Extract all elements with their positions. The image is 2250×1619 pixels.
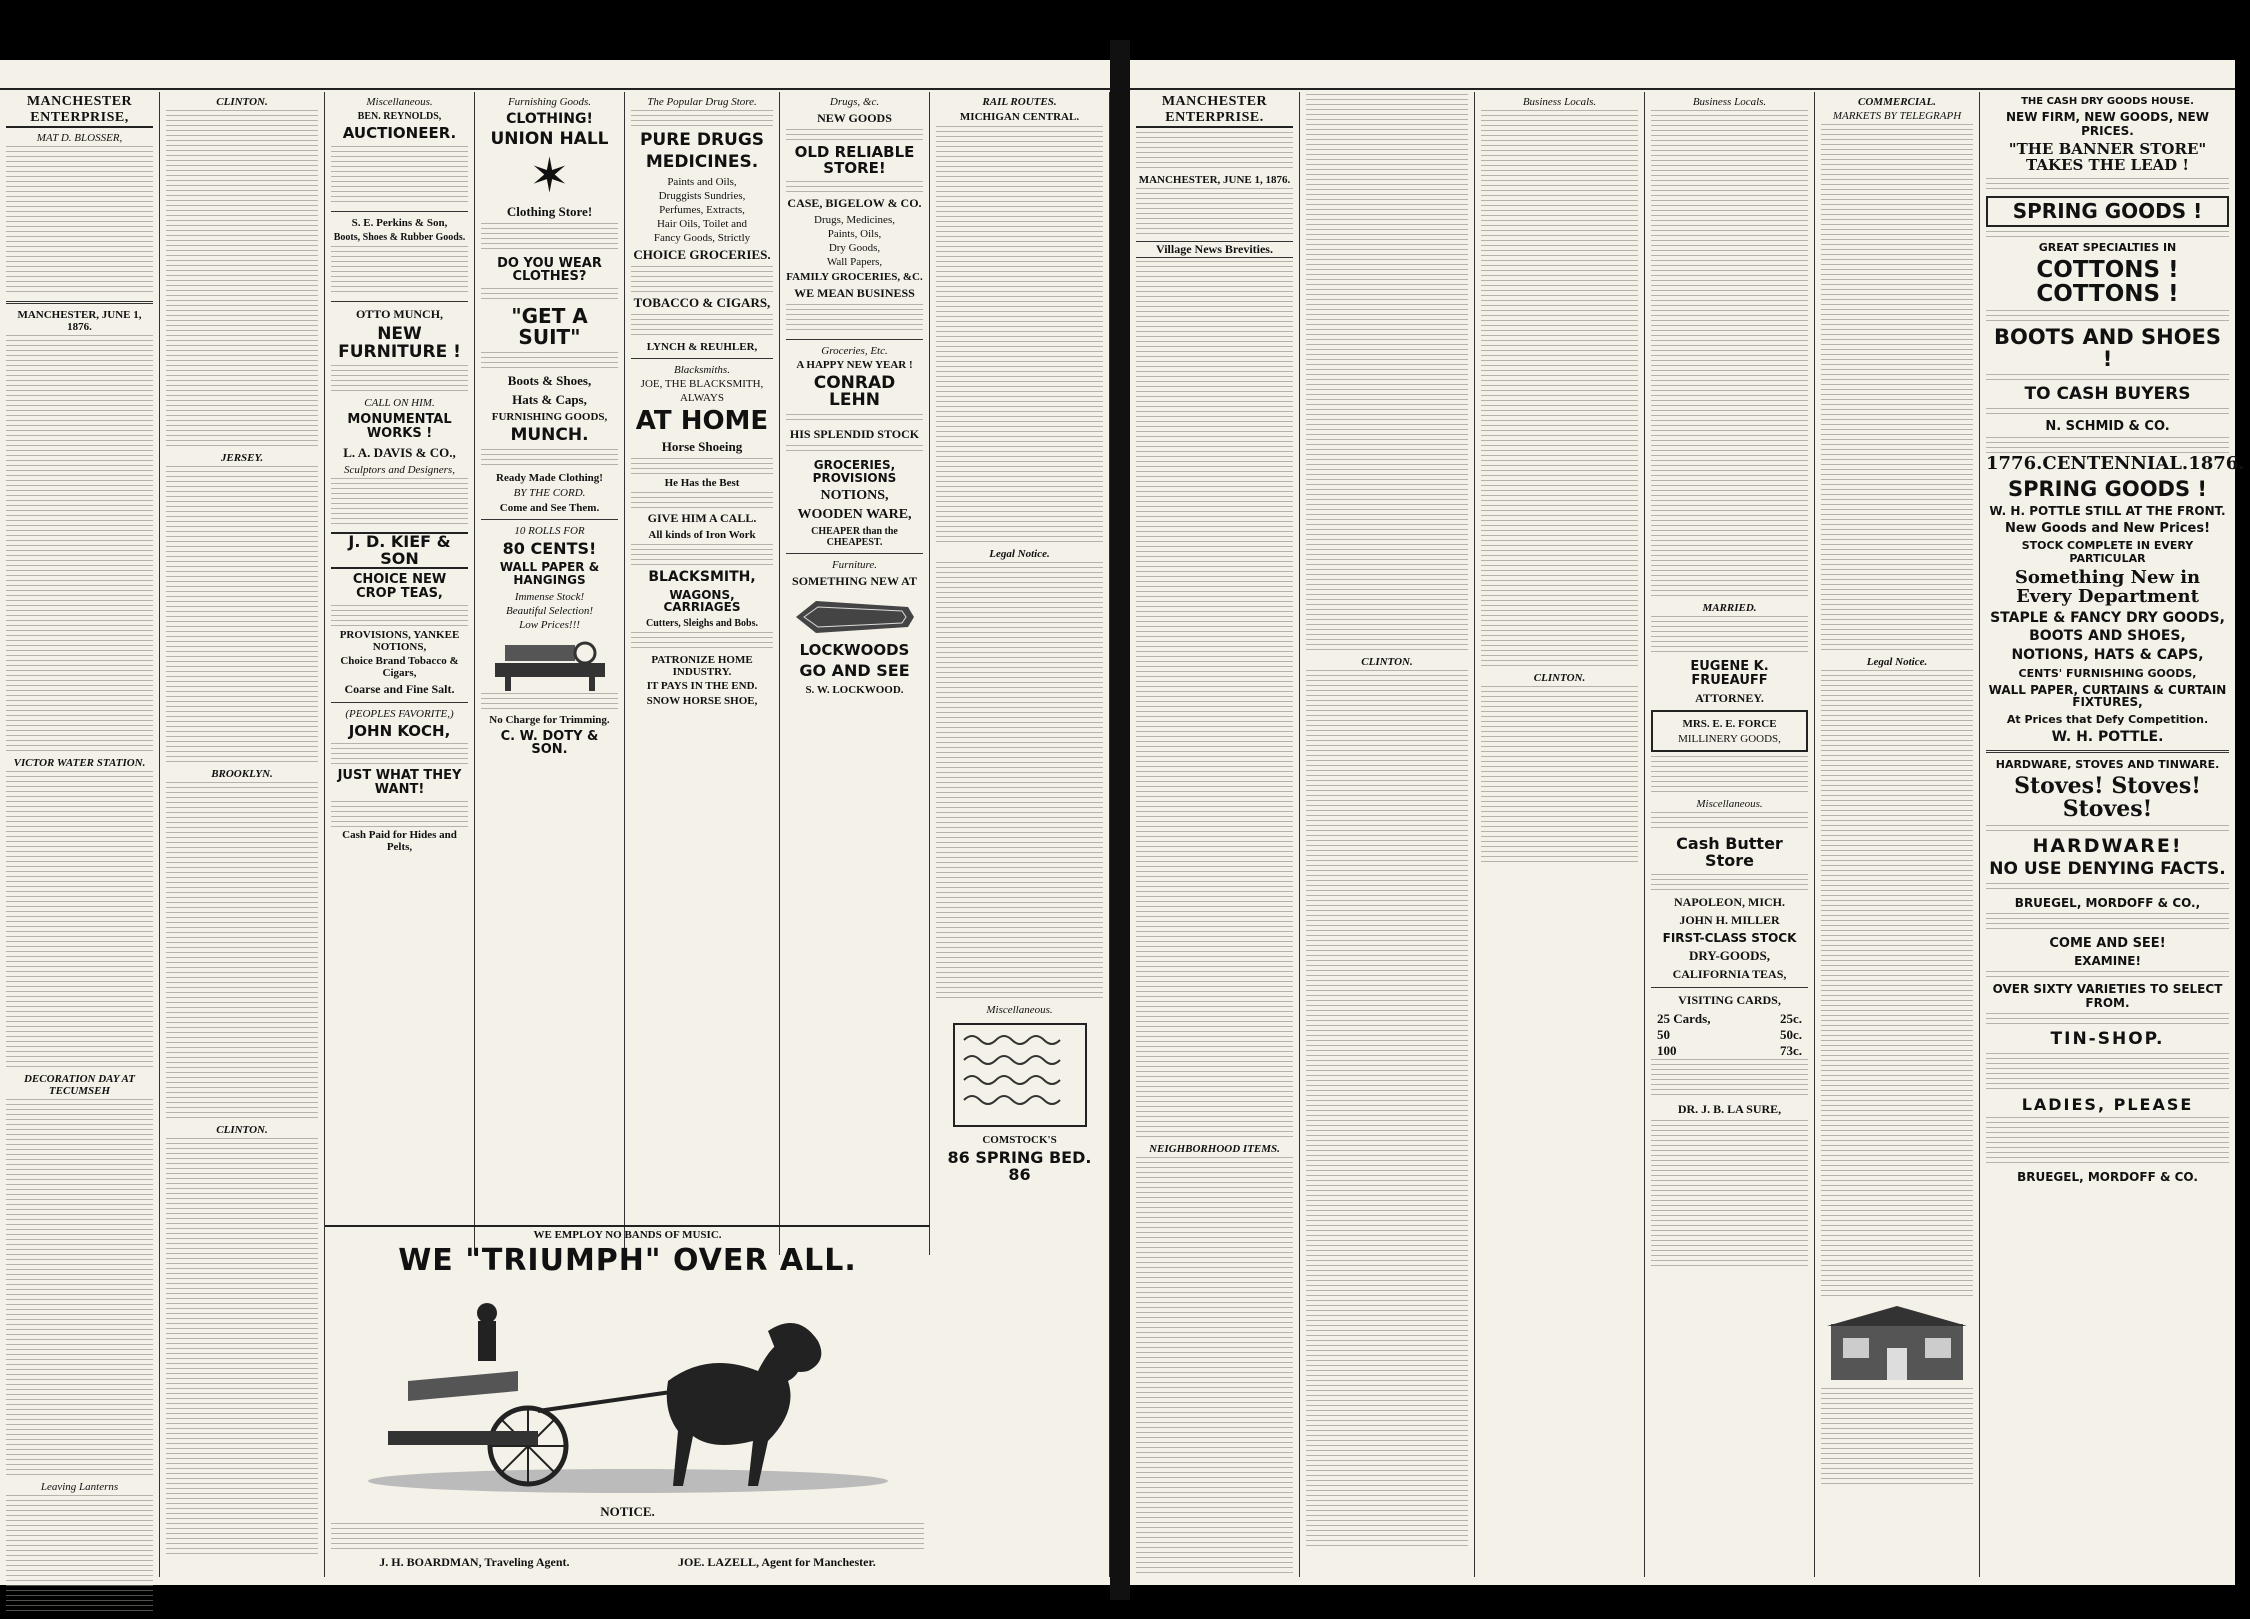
- text-block: [6, 146, 153, 296]
- ad-heading: HARDWARE!: [2032, 834, 2183, 857]
- ad-heading: Coarse and Fine Salt.: [344, 681, 455, 696]
- ad-heading: PURE DRUGS: [639, 130, 765, 150]
- ad-heading: AT HOME: [635, 405, 769, 436]
- ad-text: IT PAYS IN THE END.: [646, 679, 758, 692]
- ad-heading: ATTORNEY.: [1695, 691, 1764, 706]
- ad-heading: Something New in Every Department: [2014, 566, 2201, 607]
- ad-heading: Hats & Caps,: [512, 391, 587, 407]
- text-block: [6, 771, 153, 1071]
- ad-text: Druggists Sundries,: [658, 189, 746, 202]
- reaper-horse-illustration: [348, 1281, 908, 1501]
- ad-heading: LYNCH & REUHLER,: [646, 340, 758, 353]
- section-heading: BROOKLYN.: [211, 768, 273, 780]
- ad-heading: UNION HALL: [490, 128, 609, 149]
- ad-text: Low Prices!!!: [519, 618, 580, 631]
- left-col-1: [0, 92, 160, 1577]
- ad-text: HARDWARE, STOVES AND TINWARE.: [1995, 757, 2220, 771]
- text-block: [166, 466, 318, 766]
- section-heading: Blacksmiths.: [674, 363, 730, 376]
- right-col-1: [1130, 92, 1300, 1577]
- ad-text: COMSTOCK'S: [982, 1134, 1057, 1146]
- ad-heading: WOODEN WARE,: [797, 507, 912, 523]
- ad-text: S. W. LOCKWOOD.: [805, 683, 904, 696]
- ad-heading: GO AND SEE: [799, 661, 910, 681]
- ad-heading: "THE BANNER STORE" TAKES THE LEAD !: [2008, 140, 2207, 174]
- ad-text: Drugs, Medicines,: [814, 213, 895, 226]
- section-heading: NEIGHBORHOOD ITEMS.: [1149, 1143, 1280, 1155]
- right-col-5: [1815, 92, 1980, 1577]
- section-heading: Leaving Lanterns: [40, 1481, 119, 1493]
- ad-heading: DR. J. B. LA SURE,: [1677, 1102, 1782, 1117]
- ad-text: Choice Brand Tobacco & Cigars,: [340, 654, 459, 679]
- ad-text: PATRONIZE HOME INDUSTRY.: [651, 653, 753, 678]
- ad-heading: VISITING CARDS,: [1678, 993, 1781, 1008]
- ad-heading: Cash Butter Store: [1676, 834, 1783, 871]
- section-heading: Miscellaneous.: [986, 1004, 1053, 1016]
- ad-heading: JOHN H. MILLER: [1679, 912, 1780, 927]
- section-heading: Drugs, &c.: [829, 96, 880, 108]
- section-heading: Miscellaneous.: [366, 96, 433, 108]
- ad-text: Cash Paid for Hides and Pelts,: [342, 828, 457, 853]
- ad-heading: Boots & Shoes,: [507, 372, 592, 388]
- right-col-2: [1300, 92, 1475, 1577]
- ad-heading: BLACKSMITH,: [648, 568, 756, 585]
- ad-heading: FAMILY GROCERIES, &C.: [786, 270, 923, 283]
- ad-heading: FURNISHING GOODS,: [491, 410, 608, 423]
- price-label: 50: [1657, 1027, 1670, 1043]
- ad-text: SNOW HORSE SHOE,: [646, 694, 758, 707]
- ad-heading: WALL PAPER & HANGINGS: [499, 560, 600, 588]
- star-icon: ✶: [529, 149, 570, 203]
- right-col-4: [1645, 92, 1815, 1577]
- ad-heading: N. SCHMID & CO.: [2045, 418, 2170, 434]
- ad-text: (PEOPLES FAVORITE,): [345, 707, 454, 720]
- ad-heading: CONRAD LEHN: [813, 372, 896, 411]
- ad-heading: NOTIONS,: [820, 488, 889, 504]
- ad-text: All kinds of Iron Work: [648, 528, 756, 541]
- ad-heading: SPRING GOODS !: [2012, 198, 2203, 223]
- text-block: [6, 335, 153, 755]
- ad-heading: JOHN KOCH,: [348, 721, 451, 740]
- ad-heading: OLD RELIABLE STORE!: [794, 143, 915, 177]
- market-table: [1821, 124, 1973, 654]
- section-heading: MARKETS BY TELEGRAPH: [1832, 110, 1962, 122]
- ad-text: Wall Papers,: [826, 255, 883, 268]
- section-heading: CLINTON.: [1533, 672, 1586, 684]
- ad-heading: W. H. POTTLE.: [2051, 728, 2164, 745]
- text-block: [936, 562, 1103, 1002]
- ad-text: Beautiful Selection!: [505, 604, 594, 617]
- price-value: 50c.: [1779, 1027, 1802, 1043]
- ad-heading: BOOTS AND SHOES !: [1993, 324, 2222, 371]
- storefront-illustration: [1827, 1304, 1967, 1384]
- ad-heading: 80 CENTS!: [502, 538, 597, 558]
- left-col-3: [325, 92, 475, 1255]
- ad-text: CHEAPER than the CHEAPEST.: [811, 526, 898, 549]
- dateline: MANCHESTER, JUNE 1, 1876.: [1138, 174, 1291, 186]
- dateline: MANCHESTER, JUNE 1, 1876.: [17, 309, 142, 333]
- ad-heading: SOMETHING NEW AT: [792, 574, 917, 589]
- ad-text: A HAPPY NEW YEAR !: [796, 358, 913, 371]
- ad-heading: EUGENE K. FRUEAUFF: [1690, 659, 1769, 688]
- ad-text: Dry Goods,: [828, 241, 881, 254]
- ad-heading: C. W. DOTY & SON.: [500, 728, 599, 758]
- section-heading: COMMERCIAL.: [1858, 96, 1936, 108]
- ad-heading: EXAMINE!: [2074, 953, 2141, 968]
- price-label: 100: [1657, 1043, 1677, 1059]
- ad-heading: TIN-SHOP.: [2050, 1028, 2165, 1049]
- ad-text: JOE, THE BLACKSMITH,: [640, 377, 764, 390]
- ad-heading: Ready Made Clothing!: [496, 471, 603, 484]
- ad-text: THE CASH DRY GOODS HOUSE.: [2021, 96, 2194, 107]
- ad-text: Fancy Goods, Strictly: [653, 231, 751, 244]
- ad-heading: SPRING GOODS !: [2007, 476, 2207, 501]
- section-heading: Furniture.: [831, 559, 878, 572]
- ad-heading: CHOICE NEW CROP TEAS,: [352, 572, 447, 601]
- ad-heading: WE "TRIUMPH" OVER ALL.: [398, 1243, 857, 1278]
- section-heading: Legal Notice.: [989, 548, 1050, 560]
- ad-heading: CALIFORNIA TEAS,: [1672, 967, 1787, 982]
- agent-name: J. H. BOARDMAN, Traveling Agent.: [379, 1554, 570, 1569]
- timetable: [936, 126, 1103, 546]
- ad-text: Sculptors and Designers,: [344, 463, 455, 476]
- section-heading: Business Locals.: [1522, 96, 1597, 108]
- ad-heading: STOCK COMPLETE IN EVERY PARTICULAR: [2021, 538, 2194, 565]
- ad-heading: GIVE HIM A CALL.: [647, 510, 757, 525]
- ad-heading: New Goods and New Prices!: [2004, 520, 2210, 536]
- ad-text: GREAT SPECIALTIES IN: [2038, 240, 2177, 254]
- right-top-band: [1130, 60, 2235, 90]
- coffin-illustration: [790, 593, 920, 639]
- right-col-3: [1475, 92, 1645, 1577]
- ad-heading: NOTICE.: [600, 1503, 655, 1519]
- ad-heading: TOBACCO & CIGARS,: [633, 294, 771, 310]
- ad-heading: CASE, BIGELOW & CO.: [787, 195, 922, 210]
- reaper-advertisement: [325, 1225, 930, 1582]
- publisher: MAT D. BLOSSER,: [36, 132, 123, 144]
- sewing-machine-illustration: [485, 633, 615, 693]
- ad-heading: COME AND SEE!: [2049, 935, 2166, 951]
- ad-heading: MUNCH.: [510, 424, 589, 445]
- ad-heading: AUCTIONEER.: [342, 124, 457, 142]
- ad-heading: JUST WHAT THEY WANT!: [337, 768, 462, 797]
- ad-heading: Horse Shoeing: [661, 438, 743, 454]
- ad-text: WE EMPLOY NO BANDS OF MUSIC.: [533, 1229, 722, 1241]
- section-heading: Miscellaneous.: [1696, 798, 1763, 811]
- ad-heading: NO USE DENYING FACTS.: [1989, 858, 2226, 879]
- ad-heading: WE MEAN BUSINESS: [794, 285, 915, 300]
- ad-heading: OTTO MUNCH,: [355, 306, 444, 321]
- ad-text: No Charge for Trimming.: [489, 713, 610, 726]
- price-value: 25c.: [1779, 1011, 1802, 1027]
- ad-text: He Has the Best: [664, 476, 740, 489]
- section-heading: JERSEY.: [220, 452, 264, 464]
- ad-text: 10 ROLLS FOR: [514, 524, 585, 537]
- ad-heading: NAPOLEON, MICH.: [1674, 894, 1785, 909]
- text-block: [6, 1495, 153, 1615]
- section-heading: Legal Notice.: [1866, 656, 1928, 668]
- ad-text: Perfumes, Extracts,: [659, 203, 745, 216]
- left-col-4: [475, 92, 625, 1255]
- left-col-7: [930, 92, 1110, 1577]
- page-gutter: [1110, 40, 1130, 1600]
- ad-heading: DRY-GOODS,: [1688, 948, 1771, 964]
- right-newspaper-page: [1130, 60, 2245, 1585]
- section-heading: The Popular Drug Store.: [647, 96, 757, 108]
- text-block: [166, 110, 318, 450]
- ad-heading: BRUEGEL, MORDOFF & CO.,: [2014, 895, 2201, 910]
- ad-text: ALWAYS: [679, 391, 724, 404]
- ad-heading: CLOTHING!: [506, 111, 593, 127]
- ad-heading: Boots, Shoes & Rubber Goods.: [333, 231, 466, 243]
- section-heading: CLINTON.: [216, 96, 268, 108]
- year-label: 1876.: [2188, 452, 2245, 474]
- ad-heading: LOCKWOODS: [799, 641, 910, 660]
- left-col-2: [160, 92, 325, 1577]
- section-heading: Furnishing Goods.: [507, 96, 592, 108]
- ad-heading: FIRST-CLASS STOCK: [1662, 930, 1797, 945]
- ad-heading: TO CASH BUYERS: [2024, 383, 2191, 404]
- ad-text: Cutters, Sleighs and Bobs.: [646, 617, 758, 629]
- left-col-5: [625, 92, 780, 1255]
- ad-heading: STAPLE & FANCY DRY GOODS,: [1990, 609, 2225, 626]
- ad-heading: MRS. E. E. FORCE: [1682, 718, 1777, 731]
- left-newspaper-page: [0, 60, 1110, 1585]
- right-col-6: [1980, 92, 2245, 1577]
- ad-text: Come and See Them.: [499, 501, 600, 514]
- ad-heading: W. H. POTTLE STILL AT THE FRONT.: [1989, 503, 2226, 518]
- ad-text: PROVISIONS, YANKEE NOTIONS,: [339, 628, 460, 653]
- agent-name: JOE. LAZELL, Agent for Manchester.: [678, 1554, 876, 1569]
- ad-heading: MONUMENTAL WORKS !: [347, 412, 452, 442]
- centennial-label: CENTENNIAL.: [2042, 452, 2189, 474]
- section-heading: Groceries, Etc.: [821, 344, 888, 357]
- ad-text: CALL ON HIM.: [364, 397, 435, 410]
- ad-text: Paints and Oils,: [667, 175, 737, 188]
- ad-text: S. E. Perkins & Son,: [351, 216, 448, 229]
- ad-heading: BOOTS AND SHOES,: [2029, 628, 2186, 645]
- masthead: MANCHESTER ENTERPRISE,: [6, 94, 153, 128]
- section-heading: CLINTON.: [216, 1124, 268, 1136]
- ad-heading: NEW GOODS: [817, 111, 892, 125]
- ad-heading: NOTIONS, HATS & CAPS,: [2011, 646, 2204, 663]
- section-heading: CLINTON.: [1361, 656, 1413, 668]
- ad-heading: CHOICE GROCERIES.: [633, 246, 771, 262]
- ad-heading: DO YOU WEAR CLOTHES?: [497, 255, 602, 285]
- ad-heading: BRUEGEL, MORDOFF & CO.: [2017, 1170, 2198, 1185]
- ad-heading: "GET A SUIT": [511, 303, 588, 349]
- price-label: 25 Cards,: [1657, 1011, 1711, 1027]
- section-heading: RAIL ROUTES.: [982, 96, 1057, 108]
- ad-heading: CENTS' FURNISHING GOODS,: [2018, 666, 2197, 680]
- masthead: MANCHESTER ENTERPRISE.: [1136, 94, 1293, 128]
- text-block: [6, 1099, 153, 1479]
- ad-heading: MEDICINES.: [645, 151, 759, 172]
- ad-heading: J. D. KIEF & SON: [331, 532, 468, 570]
- ad-heading: NEW FURNITURE !: [338, 323, 461, 362]
- ad-text: At Prices that Defy Competition.: [2006, 712, 2209, 726]
- left-top-band: [0, 60, 1110, 90]
- text-block: [166, 1138, 318, 1558]
- year-label: 1776.: [1986, 452, 2043, 474]
- ad-heading: OVER SIXTY VARIETIES TO SELECT FROM.: [1992, 981, 2223, 1010]
- ad-heading: GROCERIES, PROVISIONS: [812, 458, 897, 485]
- ad-heading: NEW FIRM, NEW GOODS, NEW PRICES.: [2006, 110, 2209, 138]
- section-heading: Business Locals.: [1692, 96, 1767, 108]
- ad-heading: WAGONS, CARRIAGES: [663, 587, 741, 615]
- ad-heading: L. A. DAVIS & CO.,: [343, 444, 456, 460]
- ad-heading: Stoves! Stoves! Stoves!: [2014, 772, 2201, 822]
- ad-text: MILLINERY GOODS,: [1678, 733, 1781, 746]
- ad-text: BY THE CORD.: [513, 486, 586, 499]
- section-heading: MARRIED.: [1702, 602, 1757, 614]
- price-value: 73c.: [1779, 1043, 1802, 1059]
- ad-text: BEN. REYNOLDS,: [357, 111, 442, 122]
- ad-heading: COTTONS ! COTTONS !: [2036, 256, 2179, 307]
- spring-bed-illustration: [950, 1020, 1090, 1130]
- text-block: [166, 782, 318, 1122]
- left-col-6: [780, 92, 930, 1255]
- ad-text: Hair Oils, Toilet and: [656, 217, 748, 230]
- ad-heading: WALL PAPER, CURTAINS & CURTAIN FIXTURES,: [1988, 682, 2227, 710]
- ad-heading: HIS SPLENDID STOCK: [789, 427, 920, 442]
- ad-text: Immense Stock!: [514, 590, 585, 603]
- ad-text: Paints, Oils,: [827, 227, 882, 240]
- ad-heading: MICHIGAN CENTRAL.: [959, 111, 1080, 123]
- ad-heading: Clothing Store!: [506, 203, 593, 219]
- ad-heading: 86 SPRING BED. 86: [947, 1148, 1092, 1184]
- section-heading: DECORATION DAY AT TECUMSEH: [23, 1073, 136, 1097]
- section-heading: Village News Brevities.: [1136, 241, 1293, 258]
- ad-heading: LADIES, PLEASE: [2021, 1094, 2194, 1114]
- section-heading: VICTOR WATER STATION.: [13, 757, 146, 769]
